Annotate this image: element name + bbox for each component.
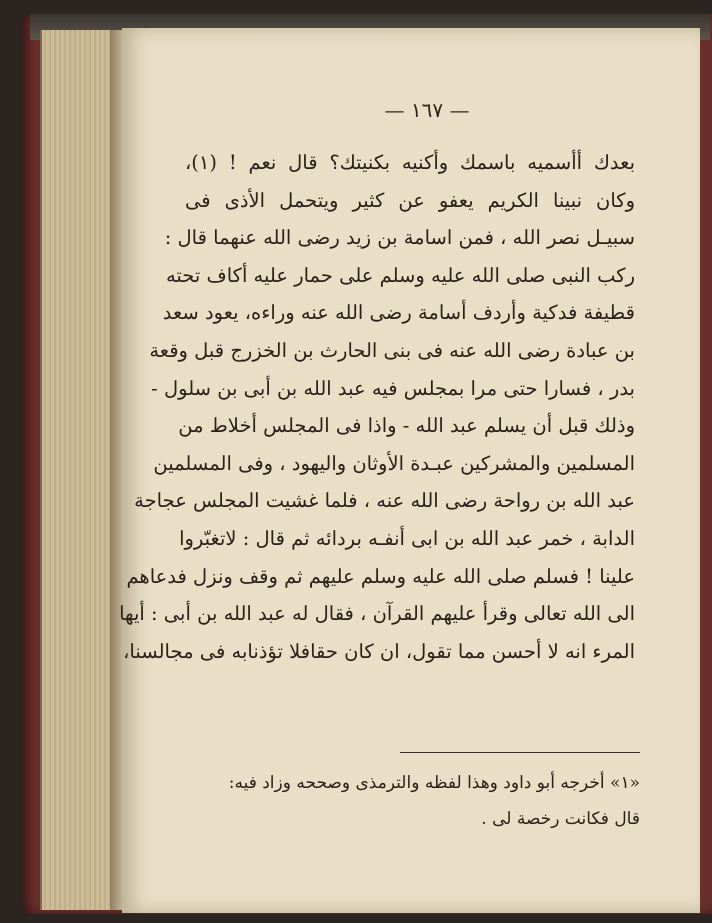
text-line: بعدك أأسميه باسمك وأكنيه بكنيتك؟ قال نعم ! (١)، <box>185 151 635 174</box>
footnote-divider <box>400 752 640 753</box>
text-line: الدابة ، خمر عبد الله بن ابى أنفـه بردائه ثم قال : لاتغبّروا <box>179 526 635 550</box>
text-line: علينا ! فسلم صلى الله عليه وسلم عليهم ثم وقف ونزل فدعاهم <box>126 564 635 588</box>
text-line: بن عبادة رضى الله عنه فى بنى الحارث بن الخزرج قبل وقعة <box>149 338 635 362</box>
text-line: وذلك قبل أن يسلم عبد الله - واذا فى المجلس أخلاط من <box>178 414 635 438</box>
text-line: سبيـل نصر الله ، فمن اسامة بن زيد رضى الله عنهما قال : <box>164 226 635 250</box>
text-line: المسلمين والمشركين عبـدة الأوثان واليهود ، وفى المسلمين <box>153 451 635 475</box>
footnote <box>185 765 640 837</box>
text-line: الى الله تعالى وقرأ عليهم القرآن ، فقال له عبد الله بن أبى : أيها <box>119 602 635 626</box>
page-number: — ١٦٧ — <box>384 98 470 122</box>
text-line: بدر ، فسارا حتى مرا بمجلس فيه عبد الله بن أبى بن سلول - <box>151 376 635 400</box>
footnote-line: «١» أخرجه أبو داود وهذا لفظه والترمذى وصححه وزاد فيه: <box>228 773 640 793</box>
text-line: عبد الله بن رواحة رضى الله عنه ، فلما غشيت المجلس عجاجة <box>134 489 635 513</box>
text-line: وكان نبينا الكريم يعفو عن كثير ويتحمل الأذى فى <box>185 188 635 212</box>
text-line: المرء انه لا أحسن مما تقول، ان كان حقافلا تؤذنابه فى مجالسنا، <box>123 639 635 663</box>
text-line: ركب النبى صلى الله عليه وسلم على حمار عليه أكاف تحته <box>165 263 635 287</box>
body-text <box>119 144 635 670</box>
footnote-line: قال فكانت رخصة لى . <box>481 809 640 829</box>
text-line: قطيفة فدكية وأردف أسامة رضى الله عنه وراءه، يعود سعد <box>162 301 635 325</box>
